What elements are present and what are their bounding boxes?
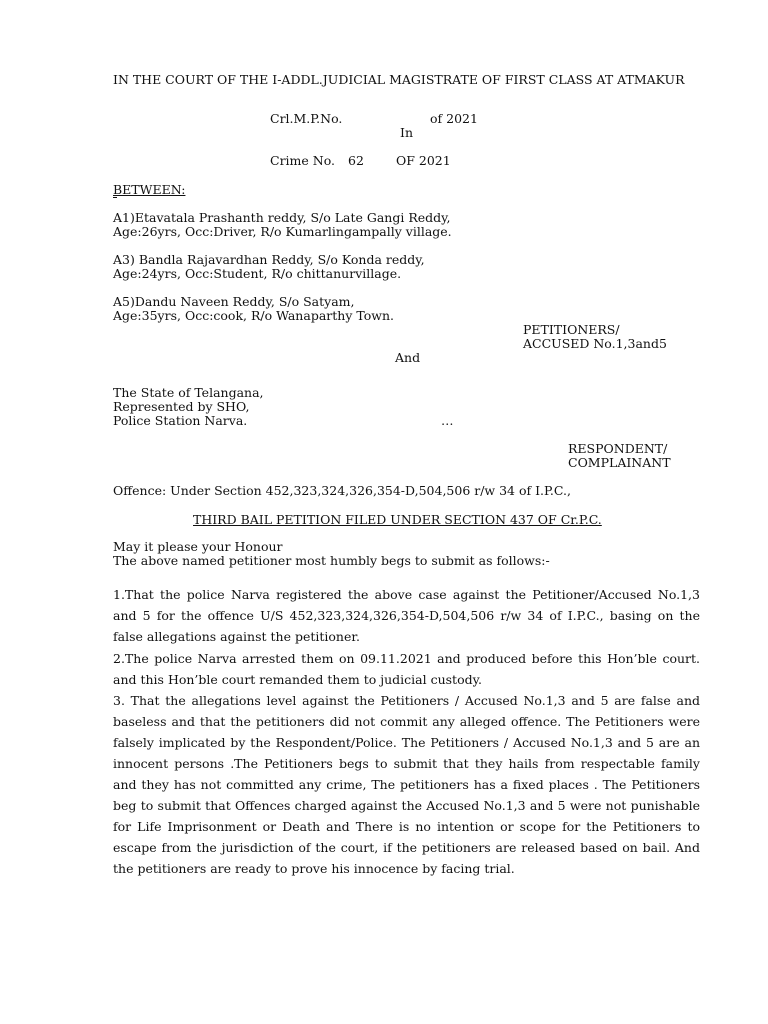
petitioner-a1-line1: A1)Etavatala Prashanth reddy, S/o Late Gangi Reddy, bbox=[113, 210, 451, 225]
crime-label: Crime No. bbox=[270, 153, 335, 168]
respondent-line2: Represented by SHO, bbox=[113, 399, 250, 414]
between-dash bbox=[113, 197, 117, 198]
respondent-role-line2: COMPLAINANT bbox=[568, 455, 671, 470]
crl-mp-year: of 2021 bbox=[430, 111, 478, 126]
crl-mp-label: Crl.M.P.No. bbox=[270, 111, 343, 126]
paragraph-2: 2.The police Narva arrested them on 09.11.2021 and produced before this Hon’ble court. and this Hon’ble court remanded them to judicial custody. bbox=[113, 651, 700, 687]
offence-line: Offence: Under Section 452,323,324,326,354-D,504,506 r/w 34 of I.P.C., bbox=[113, 483, 571, 498]
court-title: IN THE COURT OF THE I-ADDL.JUDICIAL MAGISTRATE OF FIRST CLASS AT ATMAKUR bbox=[113, 72, 685, 87]
salutation: May it please your Honour bbox=[113, 539, 283, 554]
crime-number: 62 bbox=[348, 153, 364, 168]
intro-line: The above named petitioner most humbly begs to submit as follows:- bbox=[113, 553, 550, 568]
petition-title: THIRD BAIL PETITION FILED UNDER SECTION 437 OF Cr.P.C. bbox=[193, 512, 602, 527]
respondent-dots: … bbox=[441, 413, 454, 428]
crime-year: OF 2021 bbox=[396, 153, 451, 168]
petitioner-a5-line2: Age:35yrs, Occ:cook, R/o Wanaparthy Town. bbox=[113, 308, 394, 323]
petitioners-role-line2: ACCUSED No.1,3and5 bbox=[523, 336, 667, 351]
petitioners-role-line1: PETITIONERS/ bbox=[523, 322, 620, 337]
and-label: And bbox=[395, 350, 421, 365]
respondent-line3: Police Station Narva. bbox=[113, 413, 248, 428]
petitioner-a3-line2: Age:24yrs, Occ:Student, R/o chittanurvillage. bbox=[113, 266, 402, 281]
respondent-role-line1: RESPONDENT/ bbox=[568, 441, 668, 456]
paragraph-3: 3. That the allegations level against the Petitioners / Accused No.1,3 and 5 are false and baseless and that the petitioners did not commit any alleged offence. The Petitioners were falsely implicated by the Respondent/Police. The Petitioners / Accused No.1,3 and 5 are an innocent persons .The Petitioners begs to submit that they hails from respectable family and they has not committed any crime, The petitioners has a fixed places . The Petitioners beg to submit that Offences charged against the Accused No.1,3 and 5 were not punishable for Life Imprisonment or Death and There is no intention or scope for the Petitioners to escape from the jurisdiction of the court, if the petitioners are released based on bail. And the petitioners are ready to prove his innocence by facing trial. bbox=[113, 693, 700, 876]
petitioner-a5-line1: A5)Dandu Naveen Reddy, S/o Satyam, bbox=[113, 294, 355, 309]
respondent-line1: The State of Telangana, bbox=[113, 385, 264, 400]
in-label: In bbox=[400, 125, 413, 140]
petitioner-a3-line1: A3) Bandla Rajavardhan Reddy, S/o Konda reddy, bbox=[113, 252, 425, 267]
petitioner-a1-line2: Age:26yrs, Occ:Driver, R/o Kumarlingampally village. bbox=[113, 224, 452, 239]
paragraph-1: 1.That the police Narva registered the above case against the Petitioner/Accused No.1,3 and 5 for the offence U/S 452,323,324,326,354-D,504,506 r/w 34 of I.P.C., basing on the false allegations against the petitioner. bbox=[113, 587, 700, 644]
between-label: BETWEEN: bbox=[113, 182, 186, 197]
